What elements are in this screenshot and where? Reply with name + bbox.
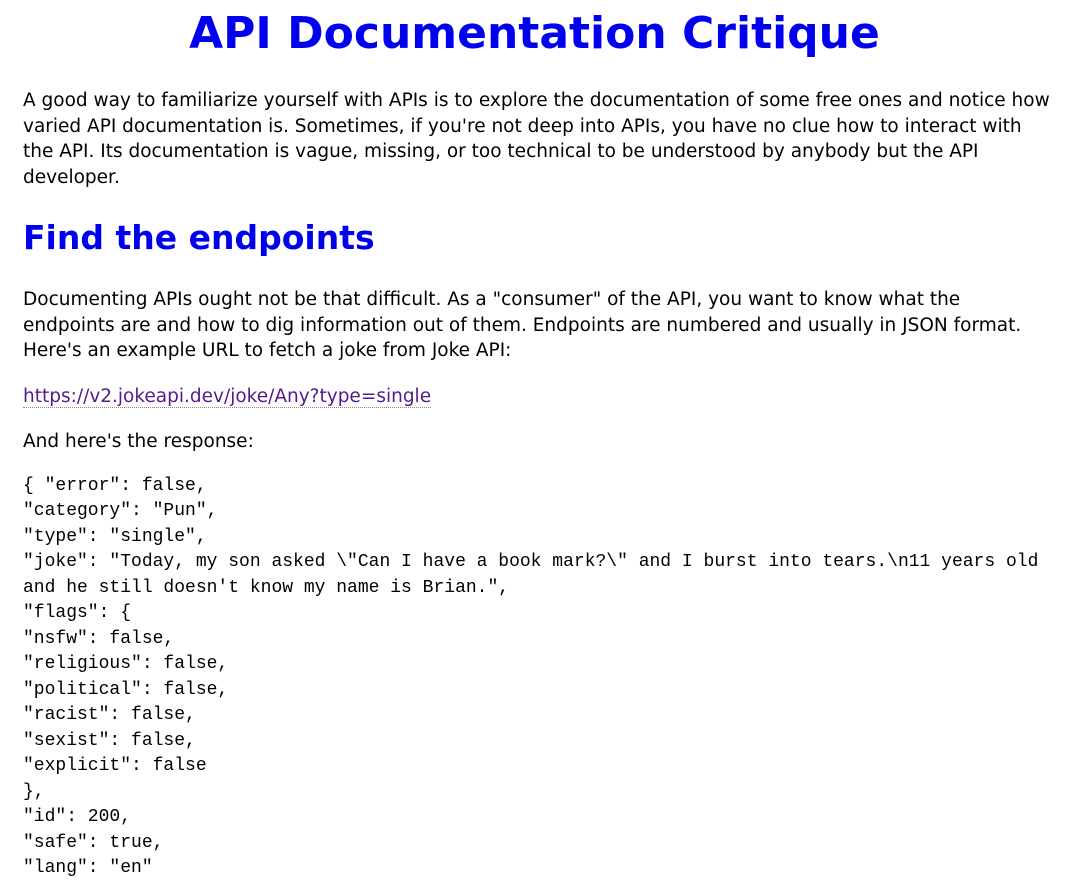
code-line: "racist": false, — [23, 705, 196, 725]
code-line: "explicit": false — [23, 756, 207, 776]
code-line: "sexist": false, — [23, 730, 196, 751]
code-line: "type": "single", — [23, 526, 207, 547]
code-line: "nsfw": false, — [23, 628, 175, 649]
code-line: "political": false, — [23, 679, 229, 700]
code-line: "category": "Pun", — [23, 501, 218, 521]
page-content — [23, 0, 1053, 882]
page-title: API Documentation Critique — [189, 8, 880, 59]
code-line: "id": 200, — [23, 807, 132, 827]
code-line: "joke": "Today, my son asked \"Can I have a book mark?\" and I burst into tears.\n11 years old and he still doesn't know my name is Brian.", — [23, 552, 1050, 598]
code-line: "flags": { — [23, 603, 132, 623]
json-response-block — [23, 474, 1053, 882]
example-url-link[interactable]: https://v2.jokeapi.dev/joke/Any?type=single — [23, 385, 432, 407]
code-line: { "error": false, — [23, 475, 207, 496]
section-paragraph: Documenting APIs ought not be that difficult. As a "consumer" of the API, you want to know what the endpoints are and how to dig information out of them. Endpoints are numbered and usually in JSON format. Here's an example URL to fetch a joke from Joke API: — [23, 289, 1022, 361]
code-line: "lang": "en" — [23, 858, 153, 878]
code-line: "safe": true, — [23, 832, 164, 853]
code-line: }, — [23, 781, 45, 802]
example-url-paragraph — [23, 384, 1053, 410]
section-heading: Find the endpoints — [23, 218, 375, 257]
response-label: And here's the response: — [23, 431, 254, 452]
code-line: "religious": false, — [23, 654, 229, 674]
intro-paragraph: A good way to familiarize yourself with APIs is to explore the documentation of some free ones and notice how varied API documentation is. Sometimes, if you're not deep into APIs, you have no clue how to interact with the API. Its documentation is vague, missing, or too technical to be understood by anybody but the API developer. — [23, 90, 1050, 188]
